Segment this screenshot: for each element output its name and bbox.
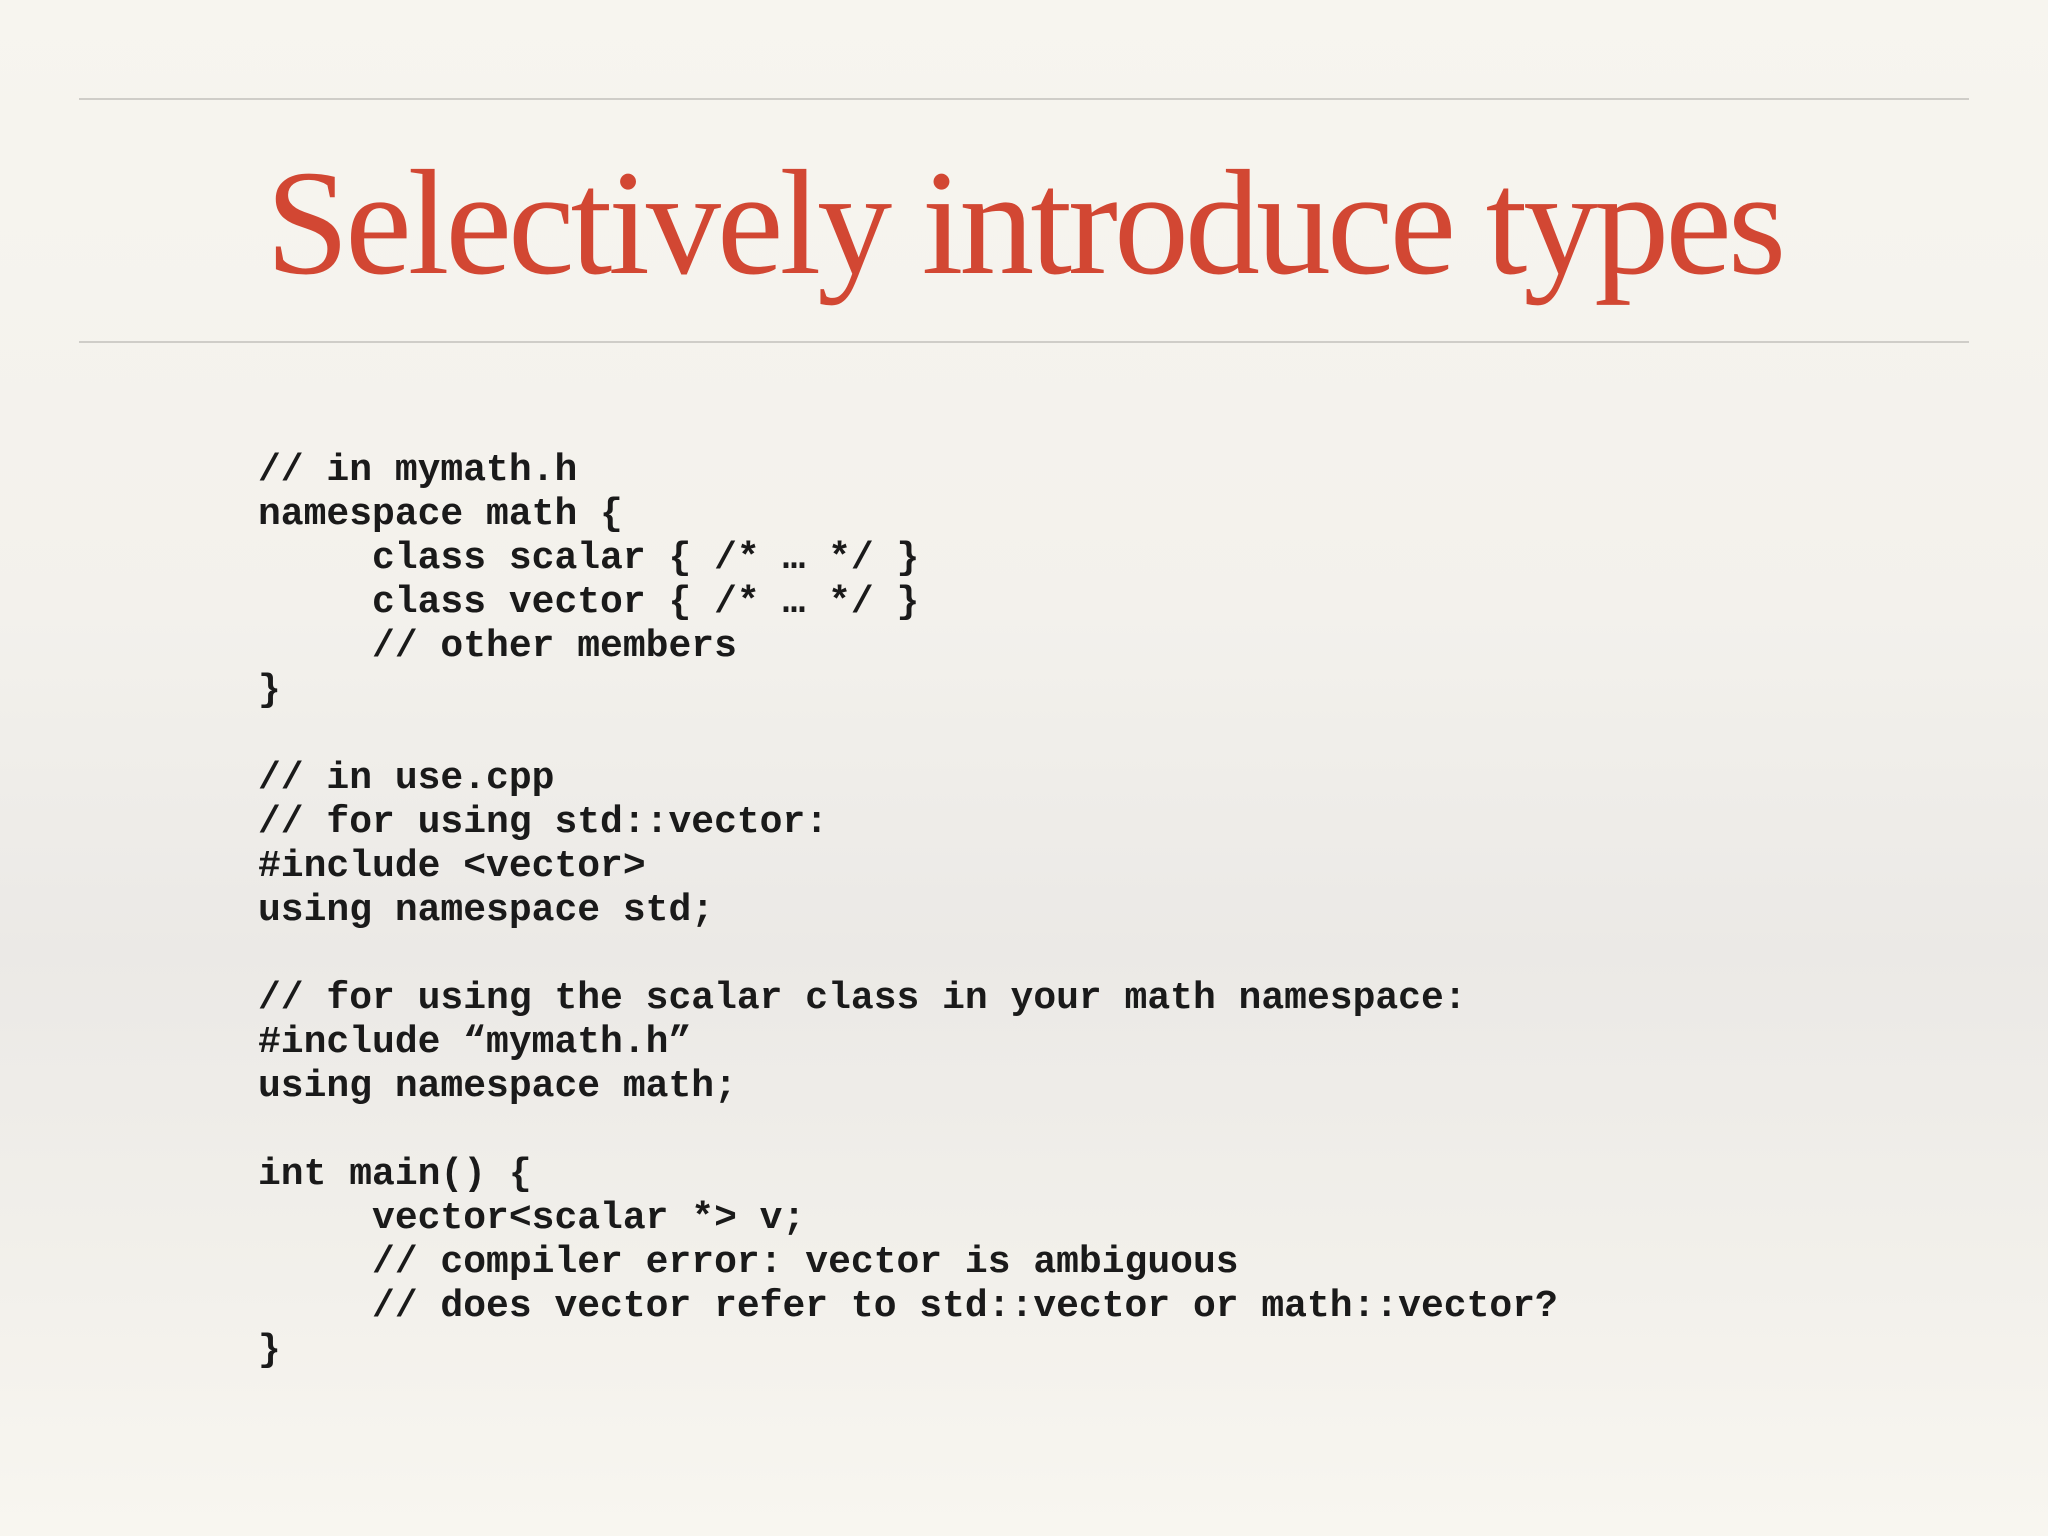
code-block xyxy=(258,449,1958,1373)
code-line: int main() { xyxy=(258,1153,532,1196)
code-line: // in use.cpp xyxy=(258,757,555,800)
code-line: // compiler error: vector is ambiguous xyxy=(258,1241,1239,1284)
code-line: // in mymath.h xyxy=(258,449,578,492)
code-line: // for using the scalar class in your math namespace: xyxy=(258,977,1467,1020)
code-line: } xyxy=(258,1329,281,1372)
code-line: // does vector refer to std::vector or math::vector? xyxy=(258,1285,1558,1328)
code-blank-line xyxy=(258,1109,1958,1153)
top-divider xyxy=(79,98,1969,100)
code-blank-line xyxy=(258,933,1958,977)
code-line: class vector { /* … */ } xyxy=(258,581,920,624)
code-blank-line xyxy=(258,713,1958,757)
code-line: vector<scalar *> v; xyxy=(258,1197,806,1240)
code-line: using namespace std; xyxy=(258,889,715,932)
code-line: #include <vector> xyxy=(258,845,646,888)
code-line: #include “mymath.h” xyxy=(258,1021,692,1064)
code-line: using namespace math; xyxy=(258,1065,737,1108)
code-line: namespace math { xyxy=(258,493,623,536)
code-line: // other members xyxy=(258,625,737,668)
title-divider xyxy=(79,341,1969,343)
code-line: class scalar { /* … */ } xyxy=(258,537,920,580)
slide-title: Selectively introduce types xyxy=(265,140,1783,306)
code-line: } xyxy=(258,669,281,712)
code-line: // for using std::vector: xyxy=(258,801,829,844)
